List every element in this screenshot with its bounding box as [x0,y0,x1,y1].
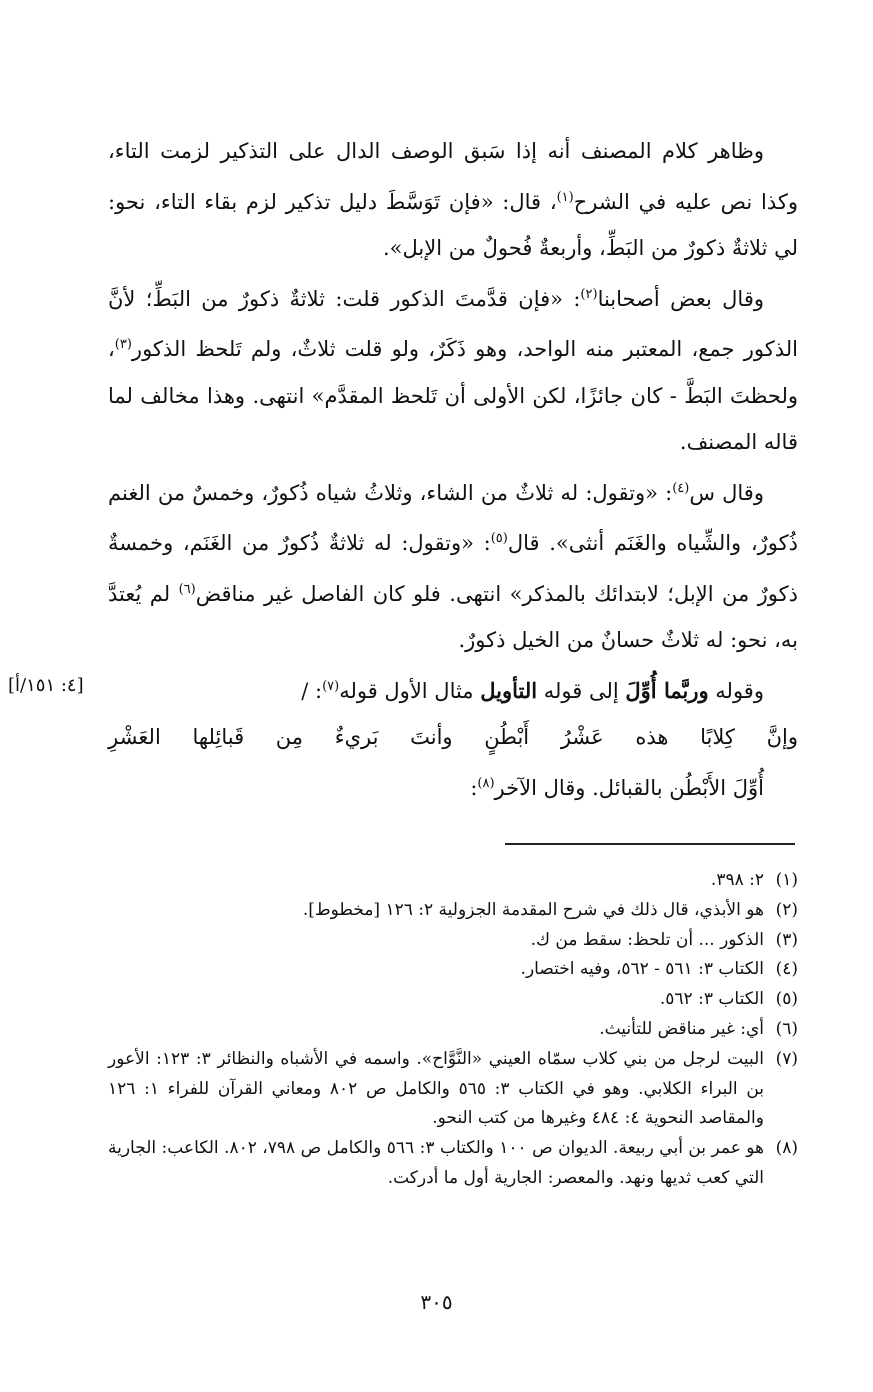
footnote-ref-8[interactable]: (٨) [477,775,495,791]
paragraph-2 [108,272,798,466]
text-run: : «وتقول: له ثلاثٌ من الشاء، وثلاثُ شياه ذُكورٌ، وخمسٌ من الغنم ذُكورٌ، والشِّياه والغَنَم أنثى». قال [108,480,798,555]
footnote-text: الكتاب ٣: ٥٦٢. [659,989,764,1010]
footnote-ref-3[interactable]: (٣) [114,337,132,352]
text-run: لم يُعتدَّ به، نحو: له ثلاثٌ حسانٌ من الخيل ذكورٌ. [108,581,798,652]
text-run: : «فإن قدَّمتَ الذكور قلت: ثلاثةٌ ذكورٌ من البَطِّ؛ لأنَّ الذكور جمع، المعتبر منه الواحد، وهو ذَكَرٌ، ولو قلت ثلاثٌ، ولم تَلحظ الذكور [108,286,798,361]
poem-word: هذه [635,725,669,749]
text-run: : «وتقول: له ثلاثةٌ ذُكورٌ من الغَنَم، وخمسةٌ ذكورٌ من الإبل؛ لابتدائك بالمذكر» انتهى. فلو كان الفاصل غير مناقض [108,531,798,606]
footnote-ref-4[interactable]: (٤) [672,480,690,496]
footnote-ref-2[interactable]: (٢) [580,286,598,302]
text-run: وظاهر كلام المصنف أنه إذا سَبق الوصف الدال على التذكير لزمت التاء، وكذا نص عليه في الشرح [108,139,798,214]
text-run: : [470,775,478,800]
footnote-number: (٧) [775,1048,798,1069]
poem-word: عَشْرُ [560,725,604,749]
poem-word: مِن [275,725,304,749]
footnote-ref-7[interactable]: (٧) [322,678,340,694]
footnote-number: (١) [775,870,798,890]
poem-word: كِلابًا [700,725,735,749]
poem-word: وأنتَ [410,725,453,749]
footnote-text: الذكور ... أن تلحظ: سقط من ك. [530,929,764,950]
poem-word: أَبْطُنٍ [484,725,530,749]
text-run: وقال بعض أصحابنا [597,286,764,311]
footnote [108,1045,798,1134]
text-run: إلى قوله [537,678,626,703]
footnote-text: البيت لرجل من بني كلاب سمّاه العيني «النَّوَّاح». واسمه في الأشباه والنظائر ٣: ١٢٣: الأعور بن البراء الكلابي. وهو في الكتاب ٣: ٥٦٥ والكامل ص ٨٠٢ ومعاني القرآن للفراء ١: ١٢٦ والمقاصد النحوية ٤: ٤٨٤ وغيرها من كتب النحو. [108,1048,765,1129]
footnote-text: هو الأبذي، قال ذلك في شرح المقدمة الجزولية ٢: ١٢٦ [مخطوط]. [302,899,764,920]
poem-word: العَشْرِ [108,725,161,749]
footnote-ref-6[interactable]: (٦) [178,581,196,597]
paragraph-5 [108,761,798,812]
quoted-term: التأويل [480,677,538,703]
footnote-ref-1[interactable]: (١) [556,189,574,205]
footnote-text: الكتاب ٣: ٥٦١ - ٥٦٢، وفيه اختصار. [520,959,764,980]
footnotes [108,866,798,1194]
text-run: وقال س [689,480,764,505]
footnote [108,1134,798,1194]
poem-word: وإنَّ [766,725,798,749]
poem-word: قَبائِلها [192,725,245,749]
paragraph-4 [108,664,798,715]
footnote-text: ٢: ٣٩٨. [710,870,764,890]
text-run: : / [301,678,323,703]
footnote-separator [505,843,795,845]
paragraph-3 [108,466,798,664]
text-run: مثال الأول قوله [339,678,481,703]
footnote-ref-5[interactable]: (٥) [490,531,508,546]
quoted-term: وربَّما أُوِّلَ [625,677,709,703]
text-run: ، قال: «فإن تَوَسَّطَ دليل تذكير لزم بقاء التاء، نحو: لي ثلاثةٌ ذكورٌ من البَطِّ، وأربعةٌ فُحولٌ من الإبل». [108,189,798,260]
footnote-number: (٨) [775,1138,798,1159]
footnote [108,866,798,896]
poem-verse [108,714,798,761]
manuscript-folio-reference: [٤: ١٥١/أ] [8,675,84,696]
footnote [108,955,798,985]
footnote-number: (٢) [775,899,798,920]
footnote [108,896,798,926]
footnote-number: (٦) [775,1018,798,1039]
text-run: وقوله [708,678,764,703]
text-run: ، ولحظتَ البَطَّ - كان جائزًا، لكن الأولى أن تَلحظ المقدَّم» انتهى. وهذا مخالف لما قاله المصنف. [108,337,798,454]
footnote [108,926,798,956]
main-text [108,128,798,811]
footnote [108,1015,798,1045]
footnote-number: (٥) [775,989,798,1010]
poem-word: بَريءٌ [334,725,379,749]
footnote-text: هو عمر بن أبي ربيعة. الديوان ص ١٠٠ والكتاب ٣: ٥٦٦ والكامل ص ٧٩٨، ٨٠٢. الكاعب: الجارية التي كعب ثديها ونهد. والمعصر: الجارية أول ما أدركت. [108,1138,765,1188]
footnote-number: (٣) [775,929,798,950]
page-number: ٣٠٥ [420,1290,453,1314]
paragraph-1 [108,128,798,272]
footnote-text: أي: غير مناقض للتأنيث. [599,1018,764,1039]
footnote [108,985,798,1015]
footnote-number: (٤) [775,959,798,980]
text-run: أُوِّلَ الأَبْطُن بالقبائل. وقال الآخر [494,775,764,800]
